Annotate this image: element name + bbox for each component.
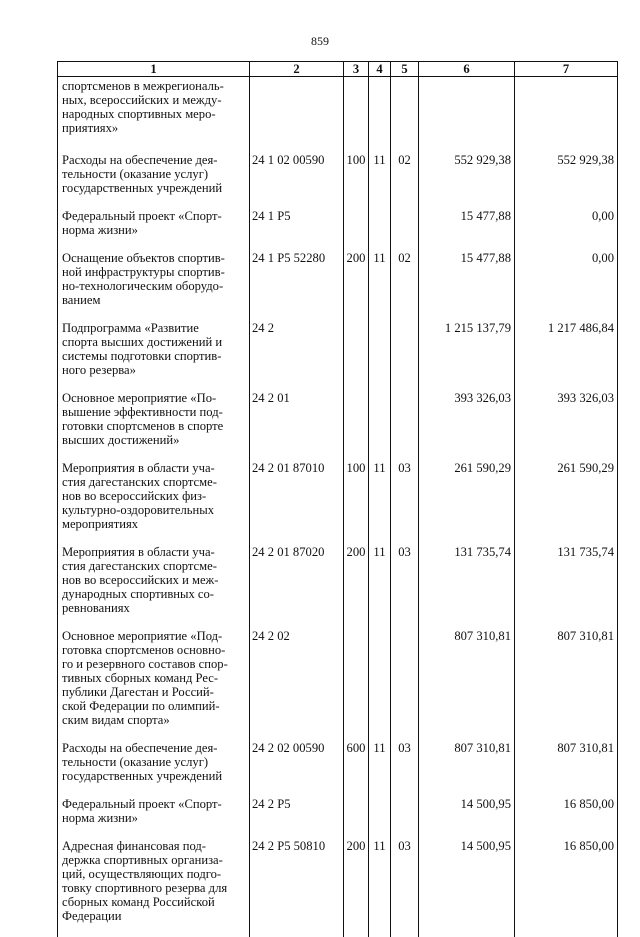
row-code-cell: 24 2 01 bbox=[250, 391, 344, 461]
row-name-cell: Расходы на обеспечение дея- тельности (оказание услуг) государственных учреждений bbox=[58, 153, 250, 209]
row-name-cell: Подпрограмма «Развитие спорта высших достижений и системы подготовки спортив- ного резерва» bbox=[58, 321, 250, 391]
row-name-cell: Федеральный проект «Спорт- норма жизни» bbox=[58, 209, 250, 251]
header-col-4: 4 bbox=[369, 62, 391, 77]
row-value7-cell: 552 929,38 bbox=[515, 153, 618, 209]
row-col4-cell bbox=[369, 77, 391, 154]
row-name-cell: Оснащение объектов спортив- ной инфраструктуры спортив- но-технологическим оборудо- ванием bbox=[58, 251, 250, 321]
row-col5-cell bbox=[391, 321, 419, 391]
row-value6-cell bbox=[419, 77, 515, 154]
row-col4-cell bbox=[369, 391, 391, 461]
row-col3-cell bbox=[344, 321, 369, 391]
row-col5-cell: 03 bbox=[391, 741, 419, 797]
row-code-cell bbox=[250, 77, 344, 154]
row-name-cell: Мероприятия в области уча- стия дагестанских спортсме- нов во всероссийских и меж- дународных спортивных со- ревнованиях bbox=[58, 545, 250, 629]
table-row bbox=[58, 251, 618, 321]
table-body bbox=[58, 77, 618, 937]
row-col4-cell bbox=[369, 321, 391, 391]
row-col5-cell bbox=[391, 391, 419, 461]
row-name-cell: Мероприятия в области уча- стия дагестанских спортсме- нов во всероссийских физ- культурно-оздоровительных мероприятиях bbox=[58, 461, 250, 545]
row-col4-cell: 11 bbox=[369, 839, 391, 937]
row-col5-cell bbox=[391, 629, 419, 741]
row-code-cell: 24 2 P5 50810 bbox=[250, 839, 344, 937]
row-code-cell: 24 2 P5 bbox=[250, 797, 344, 839]
row-col4-cell: 11 bbox=[369, 251, 391, 321]
row-value7-cell: 131 735,74 bbox=[515, 545, 618, 629]
row-col3-cell: 100 bbox=[344, 461, 369, 545]
row-name-cell: Адресная финансовая под- держка спортивных организа- ций, осуществляющих подго- товку спортивного резерва для сборных команд Российской Федерации bbox=[58, 839, 250, 937]
row-col3-cell bbox=[344, 797, 369, 839]
row-col3-cell bbox=[344, 629, 369, 741]
row-value6-cell: 807 310,81 bbox=[419, 629, 515, 741]
row-value6-cell: 807 310,81 bbox=[419, 741, 515, 797]
table-row bbox=[58, 629, 618, 741]
row-code-cell: 24 2 02 00590 bbox=[250, 741, 344, 797]
table-row bbox=[58, 839, 618, 937]
header-col-3: 3 bbox=[344, 62, 369, 77]
row-col5-cell: 03 bbox=[391, 461, 419, 545]
row-col3-cell: 100 bbox=[344, 153, 369, 209]
row-value6-cell: 393 326,03 bbox=[419, 391, 515, 461]
row-col4-cell: 11 bbox=[369, 153, 391, 209]
header-col-5: 5 bbox=[391, 62, 419, 77]
row-value6-cell: 15 477,88 bbox=[419, 251, 515, 321]
budget-table bbox=[57, 61, 618, 937]
row-value7-cell bbox=[515, 77, 618, 154]
row-col5-cell: 02 bbox=[391, 251, 419, 321]
row-col4-cell bbox=[369, 797, 391, 839]
row-value7-cell: 16 850,00 bbox=[515, 839, 618, 937]
page-number: 859 bbox=[0, 34, 640, 49]
row-value6-cell: 14 500,95 bbox=[419, 797, 515, 839]
row-value6-cell: 261 590,29 bbox=[419, 461, 515, 545]
row-name-cell: Федеральный проект «Спорт- норма жизни» bbox=[58, 797, 250, 839]
row-value6-cell: 14 500,95 bbox=[419, 839, 515, 937]
row-col3-cell bbox=[344, 391, 369, 461]
table-row bbox=[58, 461, 618, 545]
row-value7-cell: 16 850,00 bbox=[515, 797, 618, 839]
row-col4-cell: 11 bbox=[369, 545, 391, 629]
row-code-cell: 24 2 01 87010 bbox=[250, 461, 344, 545]
row-value7-cell: 807 310,81 bbox=[515, 741, 618, 797]
table-row bbox=[58, 77, 618, 154]
row-value7-cell: 0,00 bbox=[515, 209, 618, 251]
row-code-cell: 24 2 01 87020 bbox=[250, 545, 344, 629]
header-col-1: 1 bbox=[58, 62, 250, 77]
row-col5-cell bbox=[391, 797, 419, 839]
table-row bbox=[58, 741, 618, 797]
table-row bbox=[58, 153, 618, 209]
row-code-cell: 24 2 bbox=[250, 321, 344, 391]
header-col-7: 7 bbox=[515, 62, 618, 77]
row-value6-cell: 552 929,38 bbox=[419, 153, 515, 209]
row-code-cell: 24 1 P5 bbox=[250, 209, 344, 251]
row-col4-cell: 11 bbox=[369, 461, 391, 545]
table-row bbox=[58, 321, 618, 391]
row-value6-cell: 1 215 137,79 bbox=[419, 321, 515, 391]
table-row bbox=[58, 797, 618, 839]
row-col5-cell bbox=[391, 209, 419, 251]
row-value7-cell: 393 326,03 bbox=[515, 391, 618, 461]
row-name-cell: Основное мероприятие «Под- готовка спортсменов основно- го и резервного составов спор- тивных сборных команд Рес- публики Дагестан и Россий- ской Федерации по олимпий- ским видам спорта» bbox=[58, 629, 250, 741]
row-col5-cell: 02 bbox=[391, 153, 419, 209]
table-row bbox=[58, 545, 618, 629]
row-name-cell: спортсменов в межрегиональ- ных, всероссийских и между- народных спортивных меро- приятиях» bbox=[58, 77, 250, 154]
row-col4-cell bbox=[369, 209, 391, 251]
row-name-cell: Расходы на обеспечение дея- тельности (оказание услуг) государственных учреждений bbox=[58, 741, 250, 797]
header-col-2: 2 bbox=[250, 62, 344, 77]
row-col4-cell bbox=[369, 629, 391, 741]
header-row bbox=[58, 62, 618, 77]
row-value7-cell: 0,00 bbox=[515, 251, 618, 321]
row-col3-cell bbox=[344, 77, 369, 154]
row-col5-cell: 03 bbox=[391, 839, 419, 937]
row-value6-cell: 15 477,88 bbox=[419, 209, 515, 251]
row-col5-cell bbox=[391, 77, 419, 154]
table-header bbox=[58, 62, 618, 77]
row-value7-cell: 261 590,29 bbox=[515, 461, 618, 545]
table-row bbox=[58, 209, 618, 251]
header-col-6: 6 bbox=[419, 62, 515, 77]
row-col3-cell bbox=[344, 209, 369, 251]
row-code-cell: 24 1 P5 52280 bbox=[250, 251, 344, 321]
row-col3-cell: 200 bbox=[344, 251, 369, 321]
table-row bbox=[58, 391, 618, 461]
row-value7-cell: 807 310,81 bbox=[515, 629, 618, 741]
row-col3-cell: 200 bbox=[344, 839, 369, 937]
row-value6-cell: 131 735,74 bbox=[419, 545, 515, 629]
row-value7-cell: 1 217 486,84 bbox=[515, 321, 618, 391]
row-col5-cell: 03 bbox=[391, 545, 419, 629]
row-code-cell: 24 2 02 bbox=[250, 629, 344, 741]
row-col3-cell: 200 bbox=[344, 545, 369, 629]
row-name-cell: Основное мероприятие «По- вышение эффективности под- готовки спортсменов в спорте высших достижений» bbox=[58, 391, 250, 461]
row-col3-cell: 600 bbox=[344, 741, 369, 797]
row-col4-cell: 11 bbox=[369, 741, 391, 797]
row-code-cell: 24 1 02 00590 bbox=[250, 153, 344, 209]
